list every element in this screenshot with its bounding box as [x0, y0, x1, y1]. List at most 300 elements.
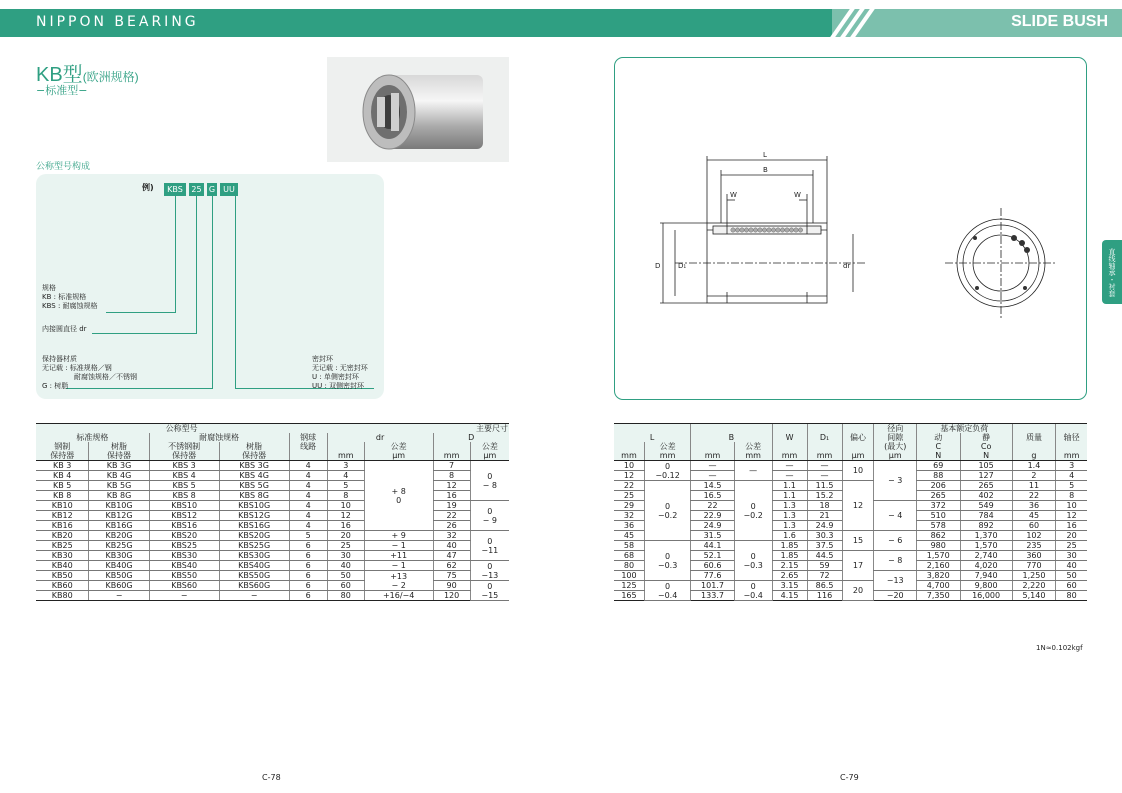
- table-cell: KB 4: [36, 471, 89, 481]
- dim-B: B: [763, 166, 768, 174]
- tolerance-value: + 9: [391, 531, 406, 540]
- unit: g: [1012, 451, 1056, 461]
- table-cell: KB 3G: [89, 461, 149, 471]
- table-cell: 60: [327, 581, 364, 591]
- tolerance-cell: [470, 501, 509, 531]
- table-row: [36, 481, 509, 491]
- table-cell: 75: [433, 571, 470, 581]
- table-header: 耐腐蚀规格: [149, 433, 289, 442]
- dim-dr: dr: [843, 262, 851, 270]
- code-part: 25: [189, 183, 204, 196]
- table-cell: 862: [916, 531, 960, 541]
- table-cell: 16,000: [960, 591, 1012, 601]
- tolerance-cell: [364, 461, 433, 531]
- table-cell: 10: [1056, 501, 1087, 511]
- code-part: UU: [220, 183, 238, 196]
- table-cell: 19: [433, 501, 470, 511]
- eccentricity-cell: 12: [842, 481, 874, 531]
- table-cell: 3,820: [916, 571, 960, 581]
- tolerance-cell: [364, 551, 433, 561]
- tolerance-value: +11: [390, 551, 408, 560]
- table-cell: 1,570: [960, 541, 1012, 551]
- table-row: [614, 481, 1087, 491]
- ball: [776, 228, 780, 232]
- eccentricity-cell: 10: [842, 461, 874, 481]
- table-cell: 784: [960, 511, 1012, 521]
- table-cell: 16.5: [691, 491, 735, 501]
- eccentricity-cell: 15: [842, 531, 874, 551]
- table-cell: KBS25G: [219, 541, 289, 551]
- table-cell: 4: [289, 521, 327, 531]
- table-header: 保持器: [89, 451, 149, 461]
- table-cell: 4: [289, 461, 327, 471]
- table-cell: KBS50: [149, 571, 219, 581]
- tolerance-value: −11: [481, 545, 499, 555]
- table-cell: 8: [1056, 491, 1087, 501]
- table-header: 树脂: [89, 442, 149, 451]
- table-cell: 60: [1056, 581, 1087, 591]
- table-cell: 16: [1056, 521, 1087, 531]
- table-cell: —: [691, 461, 735, 471]
- table-header: 公差: [734, 442, 772, 451]
- table-cell: −: [89, 591, 149, 601]
- table-cell: 30: [327, 551, 364, 561]
- table-cell: 4: [289, 501, 327, 511]
- tolerance-cell: [734, 581, 772, 601]
- tolerance-cell: [734, 481, 772, 541]
- table-row: [36, 561, 509, 571]
- code-part: G: [208, 185, 216, 194]
- dim-D1: D₁: [678, 262, 687, 270]
- table-cell: 29: [614, 501, 644, 511]
- table-cell: KBS10: [149, 501, 219, 511]
- model-code-panel: [36, 174, 384, 399]
- ball: [780, 228, 784, 232]
- table-cell: 12: [433, 481, 470, 491]
- tolerance-value: 0: [665, 501, 671, 511]
- table-cell: 1,570: [916, 551, 960, 561]
- tolerance-cell: [734, 461, 772, 481]
- table-row: [36, 581, 509, 591]
- table-cell: 6: [289, 541, 327, 551]
- table-cell: 235: [1012, 541, 1056, 551]
- table-header: 保持器: [36, 451, 89, 461]
- unit: mm: [772, 451, 807, 461]
- tolerance-value: −0.12: [655, 470, 680, 480]
- unit: mm: [614, 451, 644, 461]
- table-cell: 510: [916, 511, 960, 521]
- table-cell: 7: [433, 461, 470, 471]
- table-cell: 25: [614, 491, 644, 501]
- table-cell: 36: [1012, 501, 1056, 511]
- table-cell: 4: [327, 471, 364, 481]
- table-cell: 4.15: [772, 591, 807, 601]
- table-header: 质量: [1012, 433, 1056, 442]
- table-cell: 2.65: [772, 571, 807, 581]
- table-cell: 2,740: [960, 551, 1012, 561]
- ball: [758, 228, 762, 232]
- retainer-g: G : 树脂: [42, 382, 69, 390]
- tolerance-value: −0.3: [743, 560, 763, 570]
- tolerance-value: 0: [396, 495, 402, 505]
- table-header: 基本额定负荷: [916, 424, 1012, 434]
- table-cell: 77.6: [691, 571, 735, 581]
- page-number-left: C-78: [262, 773, 281, 782]
- table-header: 主要尺寸: [327, 424, 509, 434]
- table-cell: 40: [433, 541, 470, 551]
- table-cell: KBS30G: [219, 551, 289, 561]
- section-title: SLIDE BUSH: [1011, 13, 1108, 30]
- table-cell: 125: [614, 581, 644, 591]
- table-cell: KBS 3G: [219, 461, 289, 471]
- table-cell: —: [691, 471, 735, 481]
- tolerance-value: +16/−4: [382, 591, 415, 600]
- table-cell: 1.85: [772, 541, 807, 551]
- table-cell: 22: [1012, 491, 1056, 501]
- tolerance-value: 0: [665, 581, 671, 591]
- tolerance-cell: [470, 561, 509, 581]
- table-cell: 21: [807, 511, 842, 521]
- table-cell: KBS 4G: [219, 471, 289, 481]
- table-cell: 37.5: [807, 541, 842, 551]
- page-number-right: C-79: [840, 773, 859, 782]
- table-cell: 60.6: [691, 561, 735, 571]
- unit: μm: [842, 451, 874, 461]
- table-cell: 6: [289, 591, 327, 601]
- tolerance-cell: [644, 541, 690, 581]
- table-cell: KBS 8G: [219, 491, 289, 501]
- table-cell: 4: [1056, 471, 1087, 481]
- table-cell: KBS50G: [219, 571, 289, 581]
- table-header: 保持器: [149, 451, 219, 461]
- tolerance-value: 0: [487, 561, 493, 571]
- table-cell: 22: [614, 481, 644, 491]
- table-cell: 11: [1012, 481, 1056, 491]
- table-cell: 52.1: [691, 551, 735, 561]
- table-cell: 24.9: [807, 521, 842, 531]
- table-cell: 402: [960, 491, 1012, 501]
- table-cell: 20: [327, 531, 364, 541]
- table-cell: KBS 4: [149, 471, 219, 481]
- unit: mm: [734, 451, 772, 461]
- table-cell: 100: [614, 571, 644, 581]
- seal-uu: UU : 双侧密封环: [312, 382, 365, 390]
- table-header: 动: [916, 433, 960, 442]
- table-header: 偏心: [842, 433, 874, 442]
- table-row: [36, 571, 509, 581]
- retainer-none2: 耐腐蚀规格／不锈钢: [74, 373, 137, 381]
- table-header: 公差: [470, 442, 509, 451]
- leader-line: [92, 333, 197, 334]
- dim-W: W: [730, 191, 737, 199]
- table-header: W: [772, 433, 807, 442]
- unit: μm: [874, 451, 916, 461]
- table-cell: 15.2: [807, 491, 842, 501]
- ball: [771, 228, 775, 232]
- table-cell: —: [772, 461, 807, 471]
- table-header: 公称型号: [36, 424, 327, 434]
- table-cell: KB30G: [89, 551, 149, 561]
- table-cell: KBS12G: [219, 511, 289, 521]
- table-cell: −: [219, 591, 289, 601]
- table-cell: 1.3: [772, 521, 807, 531]
- unit: mm: [1056, 451, 1087, 461]
- tolerance-value: +13: [390, 571, 408, 581]
- table-cell: KB25G: [89, 541, 149, 551]
- leader-line: [196, 196, 197, 334]
- table-cell: —: [772, 471, 807, 481]
- table-cell: 980: [916, 541, 960, 551]
- table-cell: 6: [289, 581, 327, 591]
- table-cell: 36: [614, 521, 644, 531]
- tolerance-value: —: [749, 466, 758, 475]
- table-row: [36, 531, 509, 541]
- table-cell: 4: [289, 491, 327, 501]
- table-cell: KBS 3: [149, 461, 219, 471]
- ball: [731, 228, 735, 232]
- table-cell: 5: [1056, 481, 1087, 491]
- table-cell: 105: [960, 461, 1012, 471]
- table-header: (最大): [874, 442, 916, 451]
- example-label: 例): [142, 183, 154, 192]
- table-cell: 22: [433, 511, 470, 521]
- table-cell: 549: [960, 501, 1012, 511]
- table-cell: 3.15: [772, 581, 807, 591]
- tolerance-value: − 8: [482, 480, 497, 490]
- unit: μm: [470, 451, 509, 461]
- table-header: 钢制: [54, 442, 71, 451]
- table-cell: 58: [614, 541, 644, 551]
- table-cell: 45: [614, 531, 644, 541]
- ball: [744, 228, 748, 232]
- table-row: [36, 541, 509, 551]
- table-cell: 2,160: [916, 561, 960, 571]
- clearance-cell: − 8: [874, 551, 916, 571]
- ball: [794, 228, 798, 232]
- tolerance-value: 0: [665, 461, 671, 471]
- tolerance-cell: [734, 541, 772, 581]
- tolerance-cell: [364, 571, 433, 591]
- dim-W: W: [794, 191, 801, 199]
- tolerance-value: 0: [487, 581, 493, 591]
- table-cell: 60: [1012, 521, 1056, 531]
- table-cell: 45: [1012, 511, 1056, 521]
- table-cell: 6: [289, 551, 327, 561]
- table-cell: 25: [327, 541, 364, 551]
- unit: mm: [807, 451, 842, 461]
- tolerance-cell: [364, 531, 433, 541]
- table-cell: 10: [614, 461, 644, 471]
- tolerance-cell: [470, 531, 509, 561]
- table-cell: 50: [327, 571, 364, 581]
- table-cell: 72: [807, 571, 842, 581]
- table-cell: 68: [614, 551, 644, 561]
- table-cell: KB80: [36, 591, 89, 601]
- unit: mm: [433, 451, 470, 461]
- table-row: [36, 591, 509, 601]
- table-cell: KB40: [36, 561, 89, 571]
- table-header: 树脂: [219, 442, 289, 451]
- tolerance-value: 0: [665, 551, 671, 561]
- table-cell: 32: [433, 531, 470, 541]
- tolerance-value: −15: [481, 590, 499, 600]
- table-cell: 5: [327, 481, 364, 491]
- leader-line: [66, 388, 213, 389]
- table-cell: 2.15: [772, 561, 807, 571]
- table-cell: 1.3: [772, 501, 807, 511]
- clearance-cell: − 4: [874, 501, 916, 531]
- table-cell: 4: [289, 511, 327, 521]
- table-cell: KBS16G: [219, 521, 289, 531]
- table-cell: KBS60: [149, 581, 219, 591]
- table-cell: 165: [614, 591, 644, 601]
- table-cell: 30.3: [807, 531, 842, 541]
- tolerance-cell: [644, 481, 690, 541]
- table-header: 标准规格: [76, 433, 109, 442]
- table-cell: 80: [1056, 591, 1087, 601]
- section-label: 公称型号构成: [36, 162, 91, 172]
- table-row: [36, 501, 509, 511]
- unit-note: 1N≈0.102kgf: [1036, 644, 1083, 652]
- tolerance-value: − 2: [391, 580, 406, 590]
- table-header: 轴径: [1056, 433, 1087, 442]
- table-cell: 9,800: [960, 581, 1012, 591]
- table-cell: KBS25: [149, 541, 219, 551]
- table-cell: —: [807, 471, 842, 481]
- table-cell: KB10: [36, 501, 89, 511]
- tolerance-cell: [470, 461, 509, 501]
- table-cell: 265: [916, 491, 960, 501]
- table-header: B: [691, 433, 772, 442]
- page-subtitle: −标准型−: [36, 84, 88, 97]
- table-cell: KB 5G: [89, 481, 149, 491]
- retainer-none: 无记载 : 标准规格／钢: [42, 364, 112, 372]
- table-cell: KB50G: [89, 571, 149, 581]
- unit: μm: [364, 451, 433, 461]
- table-header: 间隙: [874, 433, 916, 442]
- table-cell: KBS40: [149, 561, 219, 571]
- brand-name: NIPPON BEARING: [36, 14, 199, 30]
- code-part: KBS: [164, 183, 186, 196]
- table-cell: 1.1: [772, 491, 807, 501]
- table-cell: —: [807, 461, 842, 471]
- table-cell: 360: [1012, 551, 1056, 561]
- table-cell: 16: [327, 521, 364, 531]
- table-row: [36, 491, 509, 501]
- retainer-title: 保持器材质: [42, 355, 77, 363]
- table-cell: 40: [327, 561, 364, 571]
- table-cell: 1.1: [772, 481, 807, 491]
- table-cell: 10: [327, 501, 364, 511]
- table-cell: 1,370: [960, 531, 1012, 541]
- table-cell: 44.5: [807, 551, 842, 561]
- clearance-cell: − 6: [874, 531, 916, 551]
- table-cell: 1,250: [1012, 571, 1056, 581]
- table-cell: 32: [614, 511, 644, 521]
- table-cell: 1.3: [772, 511, 807, 521]
- table-cell: KBS 5G: [219, 481, 289, 491]
- product-photo: [327, 57, 509, 162]
- table-header: 保持器: [219, 451, 289, 461]
- table-cell: 6: [289, 561, 327, 571]
- ball: [767, 228, 771, 232]
- table-cell: 90: [433, 581, 470, 591]
- bore-label: 内接圆直径 dr: [42, 325, 87, 333]
- table-header: L: [649, 433, 655, 442]
- tolerance-cell: [644, 461, 690, 481]
- table-cell: 88: [916, 471, 960, 481]
- table-cell: KB16: [36, 521, 89, 531]
- table-cell: 372: [916, 501, 960, 511]
- table-row: [36, 471, 509, 481]
- seal-none: 无记载 : 无密封环: [312, 364, 368, 372]
- table-cell: KB 8: [36, 491, 89, 501]
- table-cell: −: [149, 591, 219, 601]
- ball: [762, 228, 766, 232]
- tolerance-value: − 1: [391, 541, 406, 550]
- table-cell: 20: [1056, 531, 1087, 541]
- table-cell: KBS40G: [219, 561, 289, 571]
- table-cell: 16: [433, 491, 470, 501]
- tolerance-value: 0: [750, 581, 756, 591]
- table-cell: 4: [289, 471, 327, 481]
- ball: [749, 228, 753, 232]
- tolerance-value: − 9: [482, 515, 497, 525]
- table-cell: KB40G: [89, 561, 149, 571]
- ball: [740, 228, 744, 232]
- table-cell: 14.5: [691, 481, 735, 491]
- table-cell: KBS12: [149, 511, 219, 521]
- unit: mm: [691, 451, 735, 461]
- table-cell: KB20G: [89, 531, 149, 541]
- table-cell: KB25: [36, 541, 89, 551]
- ball: [789, 228, 793, 232]
- tolerance-value: −13: [481, 570, 499, 580]
- leader-line: [235, 196, 236, 389]
- table-cell: KB 5: [36, 481, 89, 491]
- table-cell: 24.9: [691, 521, 735, 531]
- unit: N: [960, 451, 1012, 461]
- table-cell: KB12: [36, 511, 89, 521]
- table-row: [36, 521, 509, 531]
- table-cell: 578: [916, 521, 960, 531]
- table-cell: KB30: [36, 551, 89, 561]
- table-cell: 892: [960, 521, 1012, 531]
- table-cell: 69: [916, 461, 960, 471]
- table-cell: 1.4: [1012, 461, 1056, 471]
- table-cell: 7,940: [960, 571, 1012, 581]
- table-cell: KB 4G: [89, 471, 149, 481]
- table-cell: 4: [289, 481, 327, 491]
- table-cell: KB16G: [89, 521, 149, 531]
- table-header: 线路: [289, 442, 327, 451]
- tolerance-value: −0.3: [657, 560, 678, 570]
- table-cell: 3: [327, 461, 364, 471]
- table-cell: 18: [807, 501, 842, 511]
- clearance-cell: −13: [874, 571, 916, 591]
- tolerance-value: −0.2: [657, 510, 678, 520]
- dim-L: L: [763, 151, 767, 159]
- table-cell: 7,350: [916, 591, 960, 601]
- table-cell: 62: [433, 561, 470, 571]
- table-cell: 101.7: [691, 581, 735, 591]
- table-cell: 8: [327, 491, 364, 501]
- table-cell: 120: [433, 591, 470, 601]
- page-title: KB型(欧洲规格): [36, 64, 139, 86]
- table-cell: KB 8G: [89, 491, 149, 501]
- table-row: [36, 461, 509, 471]
- seal-title: 密封环: [312, 355, 333, 363]
